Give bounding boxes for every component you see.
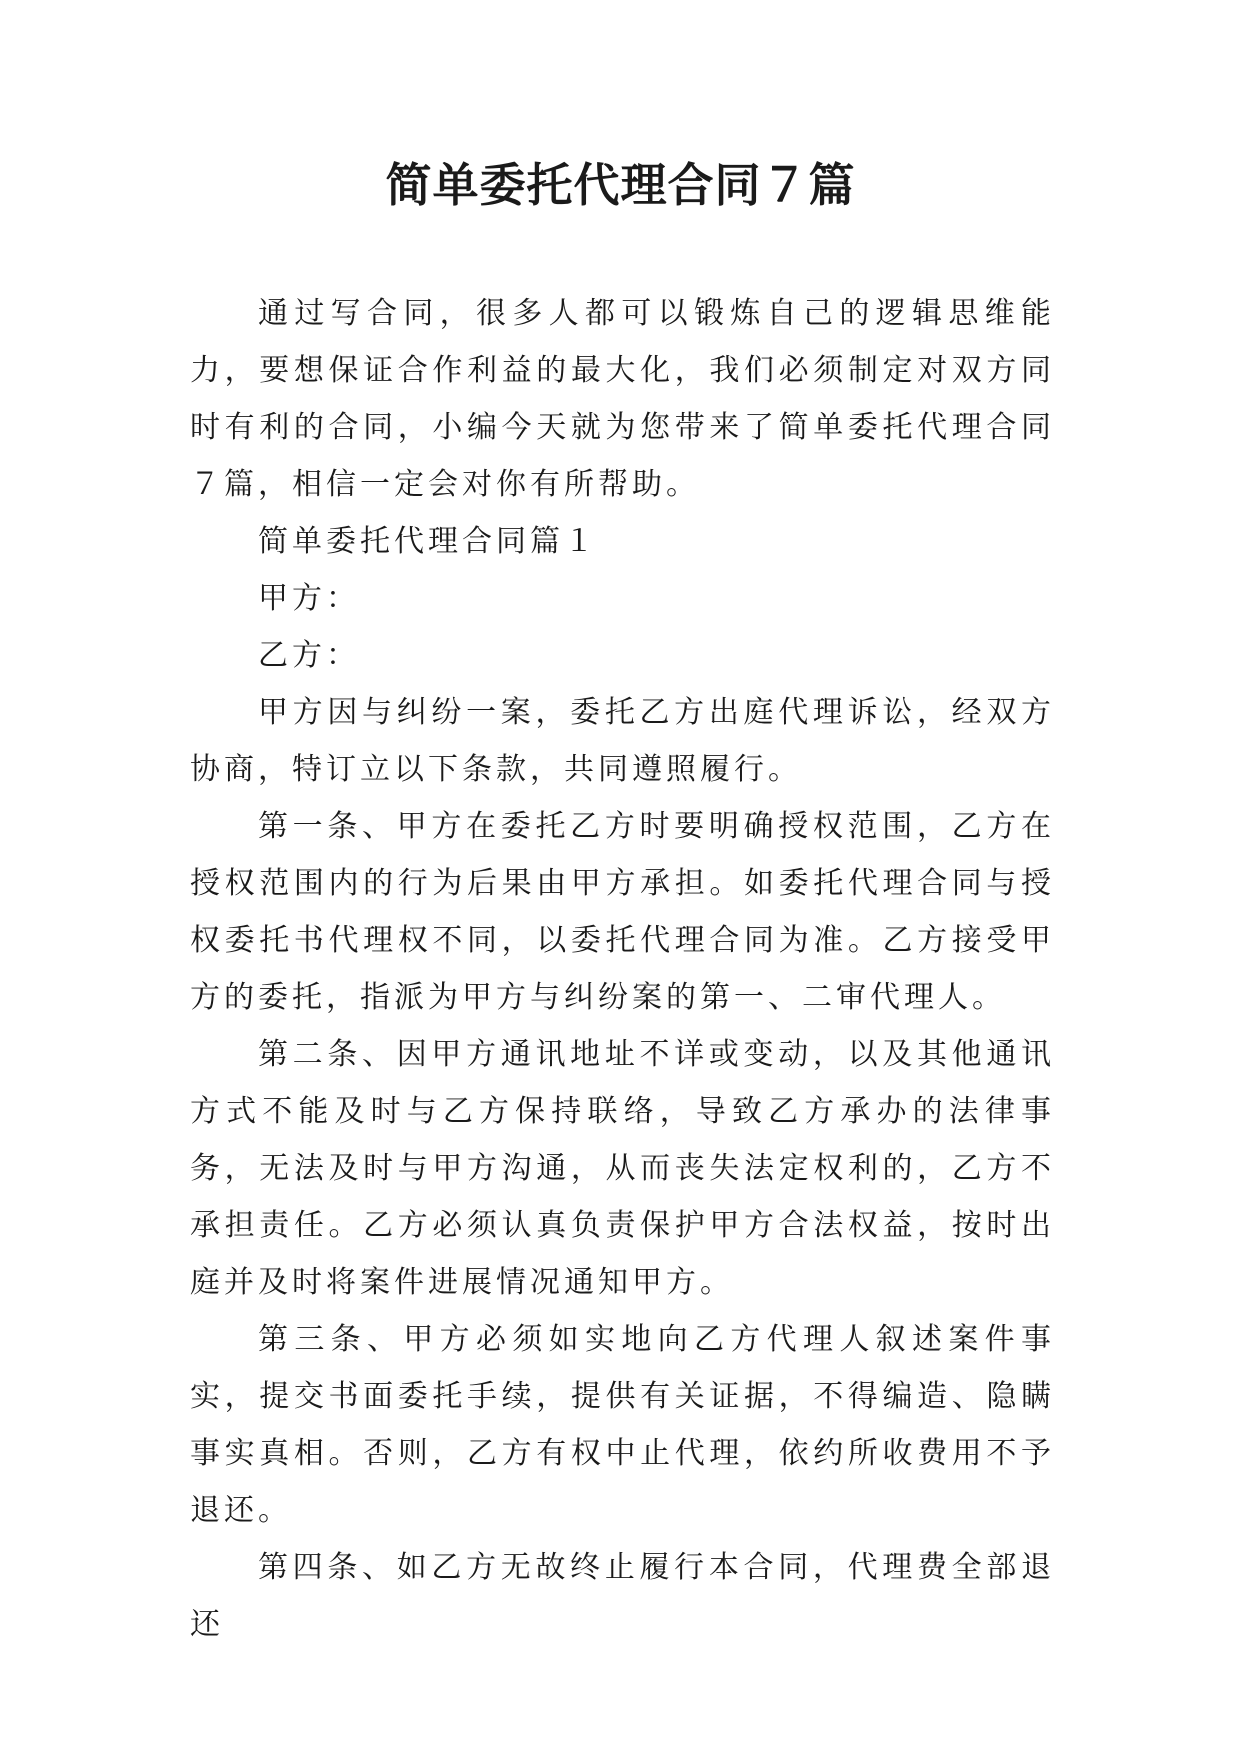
document-title: 简单委托代理合同７篇 bbox=[385, 158, 856, 212]
paragraph-article-4: 第四条、如乙方无故终止履行本合同，代理费全部退还 bbox=[190, 1550, 1055, 1642]
paragraph-article-2: 第二条、因甲方通讯地址不详或变动，以及其他通讯方式不能及时与乙方保持联络，导致乙方承办的法律事务，无法及时与甲方沟通，从而丧失法定权利的，乙方不承担责任。乙方必须认真负责保护甲方合法权益，按时出庭并及时将案件进展情况通知甲方。 bbox=[190, 1037, 1055, 1300]
paragraph-preamble: 甲方因与纠纷一案，委托乙方出庭代理诉讼，经双方协商，特订立以下条款，共同遵照履行。 bbox=[190, 695, 1055, 787]
paragraph-intro: 通过写合同，很多人都可以锻炼自己的逻辑思维能力，要想保证合作利益的最大化，我们必须制定对双方同时有利的合同，小编今天就为您带来了简单委托代理合同７篇，相信一定会对你有所帮助。 bbox=[190, 296, 1055, 502]
paragraph-article-3: 第三条、甲方必须如实地向乙方代理人叙述案件事实，提交书面委托手续，提供有关证据，不得编造、隐瞒事实真相。否则，乙方有权中止代理，依约所收费用不予退还。 bbox=[190, 1322, 1055, 1528]
document-body bbox=[190, 285, 1055, 1653]
paragraph-party-a: 甲方： bbox=[258, 581, 360, 616]
paragraph-article-1: 第一条、甲方在委托乙方时要明确授权范围，乙方在授权范围内的行为后果由甲方承担。如委托代理合同与授权委托书代理权不同，以委托代理合同为准。乙方接受甲方的委托，指派为甲方与纠纷案的第一、二审代理人。 bbox=[190, 809, 1055, 1015]
paragraph-section-heading: 简单委托代理合同篇１ bbox=[258, 524, 598, 559]
paragraph-party-b: 乙方： bbox=[258, 638, 360, 673]
